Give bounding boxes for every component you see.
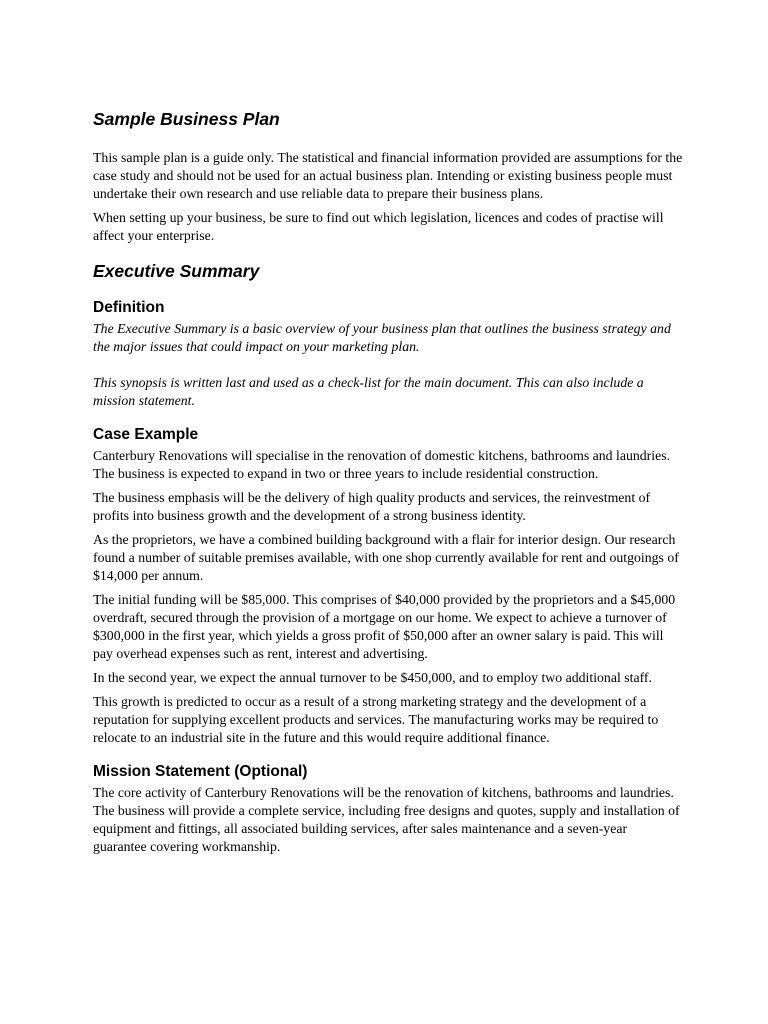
intro-paragraph: When setting up your business, be sure to find out which legislation, licences and codes of practise will affect your enterprise. (93, 210, 664, 243)
case-example-paragraph: This growth is predicted to occur as a result of a strong marketing strategy and the development of a reputation for supplying excellent products and services. The manufacturing works may be required to relocate to an industrial site in the future and this would require additional finance. (93, 694, 659, 745)
definition-heading: Definition (93, 299, 165, 316)
intro-paragraph: This sample plan is a guide only. The statistical and financial information provided are assumptions for the case study and should not be used for an actual business plan. Intending or existing business people must undertake their own research and use reliable data to prepare their business plans. (93, 150, 683, 201)
definition-paragraph: The Executive Summary is a basic overview of your business plan that outlines the business strategy and the major issues that could impact on your marketing plan. (93, 321, 671, 354)
case-example-paragraph: The initial funding will be $85,000. This comprises of $40,000 provided by the proprietors and a $45,000 overdraft, secured through the provision of a mortgage on our home. We expect to achieve a turnover of $300,000 in the first year, which yields a gross profit of $50,000 after an owner salary is paid. This will pay overhead expenses such as rent, interest and advertising. (93, 592, 676, 661)
mission-statement-paragraph: The core activity of Canterbury Renovations will be the renovation of kitchens, bathrooms and laundries. The business will provide a complete service, including free designs and quotes, supply and installation of equipment and fittings, all associated building services, after sales maintenance and a seven-year guarantee covering workmanship. (93, 785, 680, 854)
case-example-paragraph: The business emphasis will be the delivery of high quality products and services, the reinvestment of profits into business growth and the development of a strong business identity. (93, 490, 651, 523)
executive-summary-title: Executive Summary (93, 261, 260, 281)
mission-statement-heading: Mission Statement (Optional) (93, 763, 308, 780)
case-example-heading: Case Example (93, 426, 199, 443)
document-title: Sample Business Plan (93, 109, 280, 129)
definition-paragraph: This synopsis is written last and used as a check-list for the main document. This can also include a mission statement. (93, 375, 644, 408)
document-page (93, 108, 683, 862)
case-example-paragraph: As the proprietors, we have a combined building background with a flair for interior design. Our research found a number of suitable premises available, with one shop currently available for rent and outgoings of $14,000 per annum. (93, 532, 679, 583)
case-example-paragraph: In the second year, we expect the annual turnover to be $450,000, and to employ two additional staff. (93, 670, 652, 685)
case-example-paragraph: Canterbury Renovations will specialise in the renovation of domestic kitchens, bathrooms and laundries. The business is expected to expand in two or three years to include residential construction. (93, 448, 671, 481)
